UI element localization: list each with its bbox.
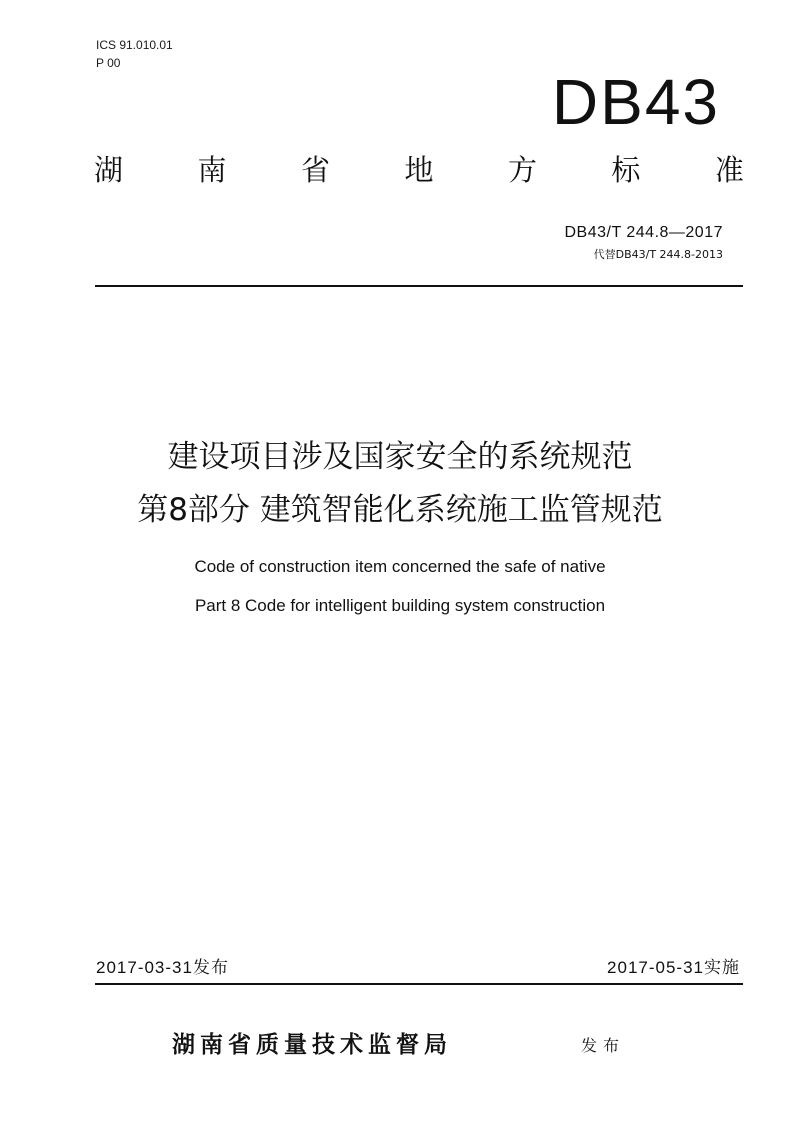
title-line-1: 建设项目涉及国家安全的系统规范 — [167, 439, 633, 475]
standard-type-char: 省 — [300, 153, 330, 187]
publish-label: 发布 — [581, 1036, 626, 1055]
replaces-standard: 代替DB43/T 244.8-2013 — [593, 248, 723, 261]
publisher-name: 湖南省质量技术监督局 — [172, 1032, 452, 1058]
english-title-line-1: Code of construction item concerned the safe of native — [194, 557, 606, 576]
standard-number: DB43/T 244.8—2017 — [564, 224, 723, 241]
implementation-date: 2017-05-31实施 — [607, 958, 740, 977]
release-date: 2017-03-31发布 — [96, 958, 229, 977]
english-title-line-2: Part 8 Code for intelligent building system construction — [194, 596, 606, 615]
db-code: DB43 — [551, 66, 720, 138]
category-code: P 00 — [96, 56, 121, 70]
standard-type-char: 湖 — [94, 153, 124, 187]
top-divider — [95, 285, 743, 287]
standard-type-char: 南 — [197, 153, 227, 187]
standard-type-char: 标 — [611, 153, 641, 187]
standard-type-char: 方 — [507, 153, 537, 187]
title-line-2: 第8部分 建筑智能化系统施工监管规范 — [137, 492, 663, 528]
standard-type-char: 准 — [714, 153, 744, 187]
standard-type-char: 地 — [404, 153, 434, 187]
bottom-divider — [95, 983, 743, 985]
ics-code: ICS 91.010.01 — [96, 38, 173, 52]
classification-codes — [96, 36, 173, 72]
standard-type — [94, 148, 744, 192]
